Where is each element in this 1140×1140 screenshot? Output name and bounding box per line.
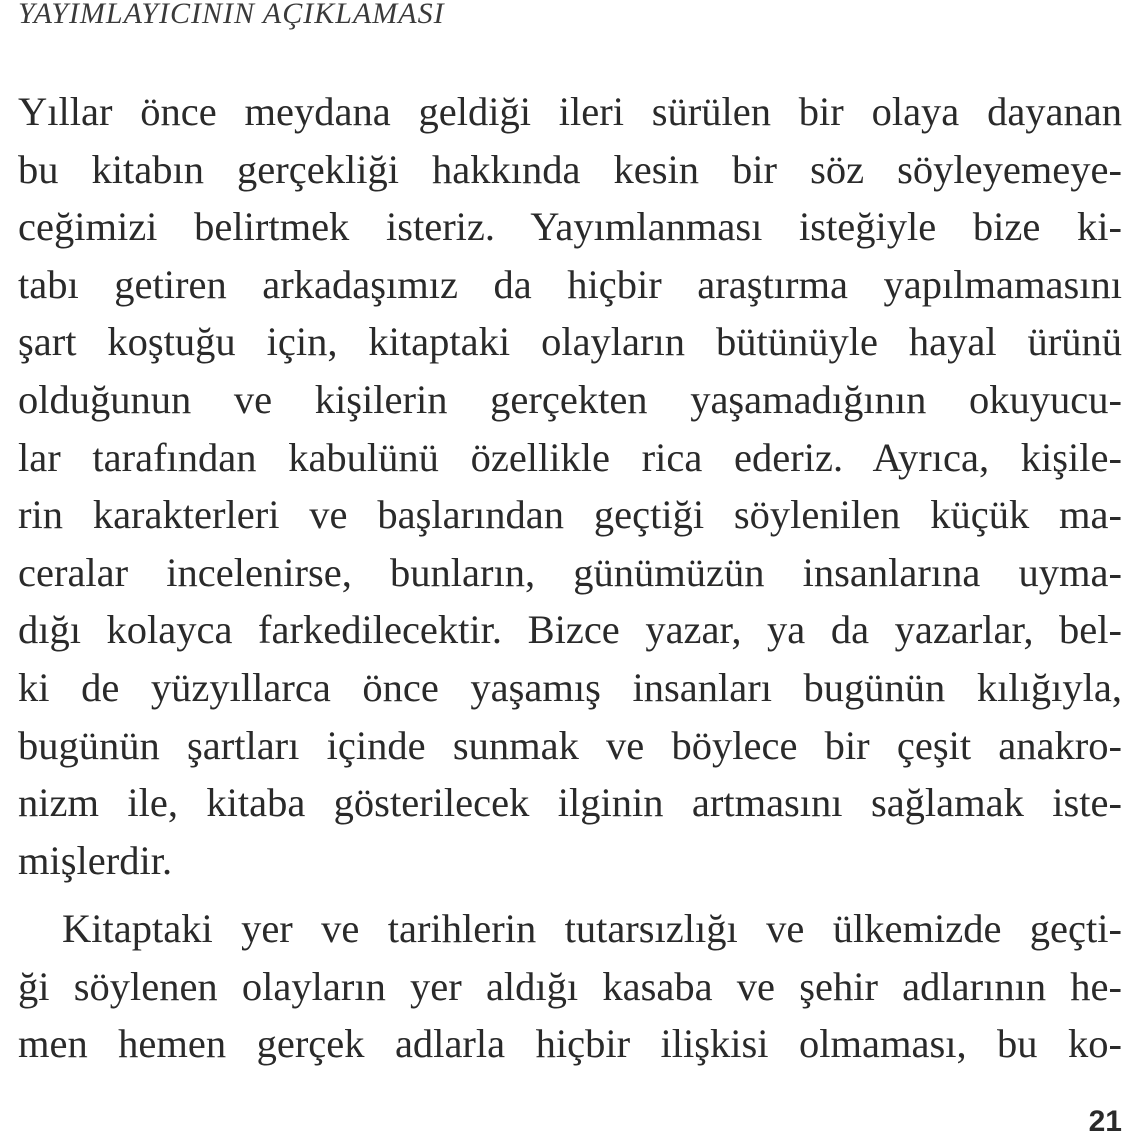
text-line: ceğimizi belirtmek isteriz. Yayımlanması isteğiyle bize ki- [18, 204, 1122, 250]
page-number: 21 [1088, 1105, 1122, 1138]
text-line: ki de yüzyıllarca önce yaşamış insanları bugünün kılığıyla, [18, 664, 1122, 710]
text-line: şart koştuğu için, kitaptaki olayların bütünüyle hayal ürünü [18, 319, 1122, 365]
text-line: olduğunun ve kişilerin gerçekten yaşamadığının okuyucu- [18, 376, 1122, 422]
text-line: nizm ile, kitaba gösterilecek ilginin artmasını sağlamak iste- [18, 780, 1122, 826]
section-heading: YAYIMLAYICININ AÇIKLAMASI [18, 0, 445, 30]
text-line: Yıllar önce meydana geldiği ileri sürülen bir olaya dayanan [18, 89, 1122, 134]
text-line-indented: Kitaptaki yer ve tarihlerin tutarsızlığı ve ülkemizde geçti- [62, 906, 1122, 951]
text-line: dığı kolayca farkedilecektir. Bizce yazar, ya da yazarlar, bel- [18, 607, 1122, 653]
text-line: ceralar incelenirse, bunların, günümüzün insanlarına uyma- [18, 549, 1122, 595]
text-line: bu kitabın gerçekliği hakkında kesin bir söz söyleyemeye- [18, 146, 1122, 192]
text-line: bugünün şartları içinde sunmak ve böylece bir çeşit anakro- [18, 722, 1122, 768]
text-line: men hemen gerçek adlarla hiçbir ilişkisi olmaması, bu ko- [18, 1021, 1122, 1067]
paragraph-1 [18, 83, 1122, 889]
text-line: mişlerdir. [18, 837, 173, 883]
text-line: ği söylenen olayların yer aldığı kasaba ve şehir adlarının he- [18, 963, 1122, 1009]
text-line: tabı getiren arkadaşımız da hiçbir araştırma yapılmamasını [18, 261, 1122, 307]
text-line: lar tarafından kabulünü özellikle rica ederiz. Ayrıca, kişile- [18, 434, 1122, 480]
text-line: rin karakterleri ve başlarından geçtiği söylenilen küçük ma- [18, 492, 1122, 538]
paragraph-2 [18, 900, 1122, 1073]
